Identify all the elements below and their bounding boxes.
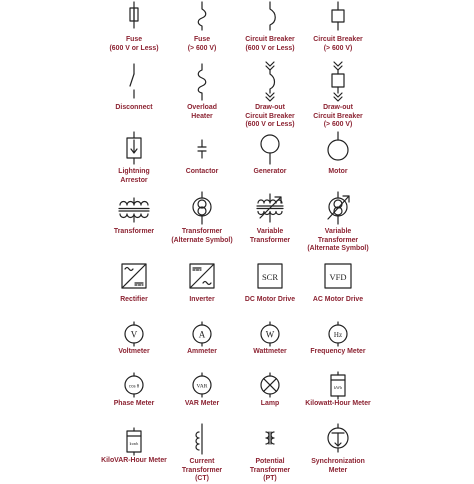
- draw-out-breaker-box-icon: [288, 60, 388, 104]
- symbol-label: Lamp: [260, 400, 280, 407]
- kvarh-glyph: kvarh: [129, 442, 139, 446]
- symbol-label: Frequency Meter: [310, 348, 366, 355]
- symbol-label: Ammeter: [187, 348, 217, 355]
- frequency-meter-icon: [288, 320, 388, 350]
- symbol-label: Circuit Breaker (600 V or Less): [245, 36, 295, 52]
- vfd-glyph: VFD: [329, 272, 347, 282]
- symbol-label: KiloVAR-Hour Meter: [101, 457, 167, 464]
- variable-transformer-circles-icon: [288, 192, 388, 228]
- symbol-label: Potential Transformer (PT): [249, 458, 291, 482]
- circuit-breaker-box-icon: [288, 0, 388, 36]
- symbol-label: Draw-out Circuit Breaker (> 600 V): [313, 104, 363, 128]
- symbol-label: Rectifier: [120, 296, 148, 303]
- frequency-glyph: Hz: [333, 331, 343, 339]
- symbol-label: VAR Meter: [184, 400, 220, 407]
- symbol-label: Inverter: [189, 296, 215, 303]
- symbol-label: Motor: [328, 168, 348, 175]
- symbol-label: AC Motor Drive: [312, 296, 364, 303]
- kwh-glyph: kWh: [333, 385, 343, 390]
- scr-glyph: SCR: [261, 272, 279, 282]
- symbol-label: Overload Heater: [187, 104, 217, 120]
- symbol-label: Transformer: [113, 228, 155, 235]
- synchronization-meter-icon: [288, 422, 388, 458]
- symbol-label: Contactor: [185, 168, 219, 175]
- kilowatt-hour-meter-icon: [288, 372, 388, 400]
- symbol-label: Kilowatt-Hour Meter: [305, 400, 371, 407]
- symbol-label: Phase Meter: [113, 400, 155, 407]
- symbol-label: Draw-out Circuit Breaker (600 V or Less): [245, 104, 295, 128]
- symbol-label: Voltmeter: [118, 348, 150, 355]
- symbol-label: Fuse (600 V or Less): [109, 36, 159, 52]
- symbol-label: Current Transformer (CT): [181, 458, 223, 482]
- symbol-label: Circuit Breaker (> 600 V): [313, 36, 363, 52]
- voltmeter-glyph: V: [130, 329, 138, 340]
- ac-motor-drive-icon: [288, 260, 388, 296]
- wattmeter-glyph: W: [265, 329, 275, 340]
- symbol-label: Generator: [253, 168, 287, 175]
- symbol-label: Variable Transformer (Alternate Symbol): [307, 228, 369, 252]
- symbol-label: Disconnect: [115, 104, 153, 111]
- symbol-label: DC Motor Drive: [244, 296, 296, 303]
- ammeter-glyph: A: [198, 329, 206, 340]
- symbol-label: Wattmeter: [253, 348, 287, 355]
- phase-glyph: cos θ: [128, 384, 140, 390]
- var-glyph: VAR: [196, 383, 208, 390]
- symbol-label: Transformer (Alternate Symbol): [171, 228, 233, 244]
- motor-icon: [288, 130, 388, 168]
- symbol-label: Variable Transformer: [249, 228, 291, 244]
- symbol-label: Lightning Arrestor: [118, 168, 150, 184]
- symbol-label: Fuse (> 600 V): [187, 36, 217, 52]
- symbol-label: Synchronization Meter: [311, 458, 365, 474]
